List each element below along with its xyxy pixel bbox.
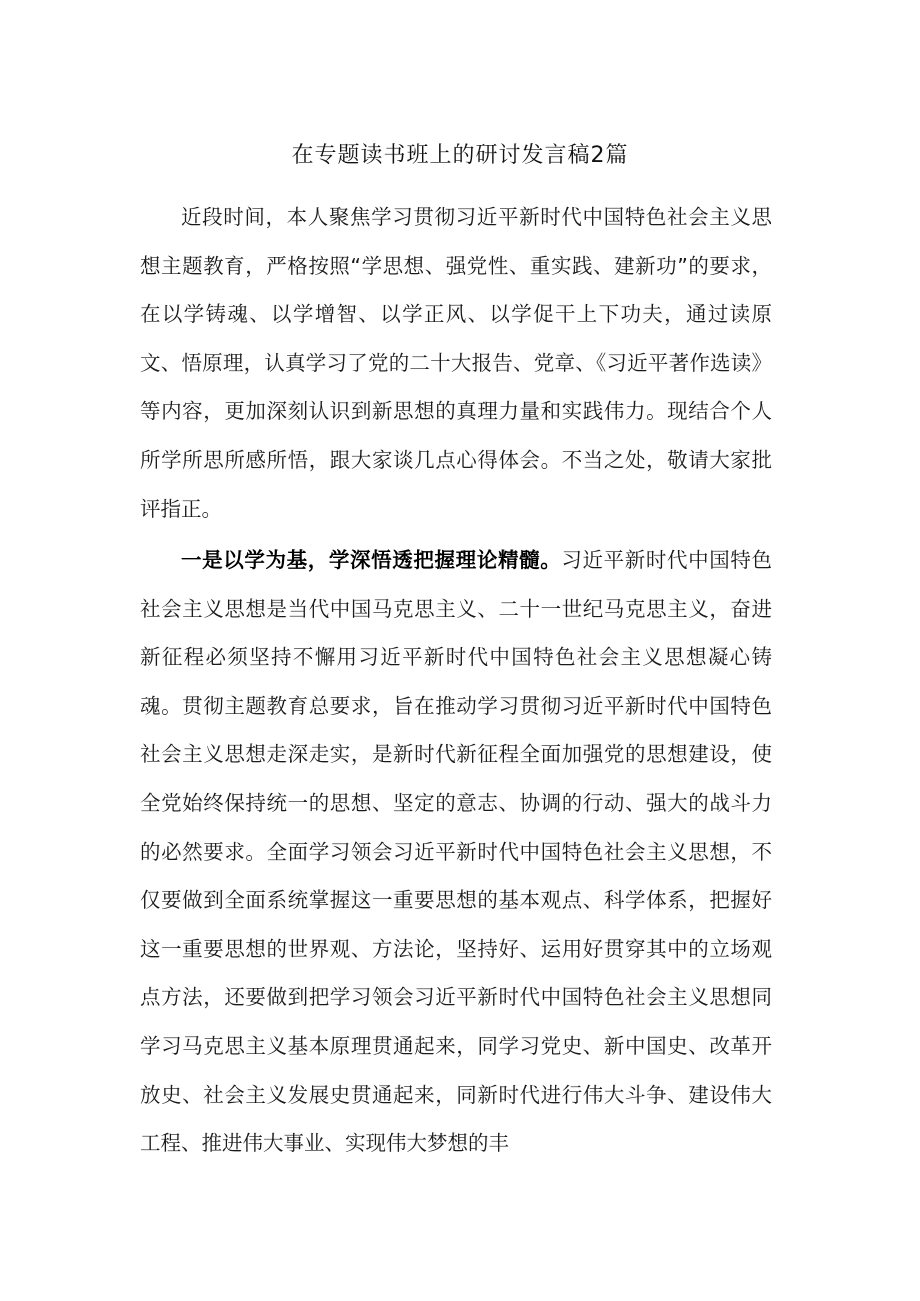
paragraph-point-one: [140, 536, 772, 1168]
paragraph-intro-text: 近段时间，本人聚焦学习贯彻习近平新时代中国特色社会主义思想主题教育，严格按照“学思想、强党性、重实践、建新功”的要求，在以学铸魂、以学增智、以学正风、以学促干上下功夫，通过读原文、悟原理，认真学习了党的二十大报告、党章、《习近平著作选读》等内容，更加深刻认识到新思想的真理力量和实践伟力。现结合个人所学所思所感所悟，跟大家谈几点心得体会。不当之处，敬请大家批评指正。: [140, 205, 772, 521]
paragraph-intro: [140, 193, 772, 533]
paragraph-point-one-text: 习近平新时代中国特色社会主义思想是当代中国马克思主义、二十一世纪马克思主义，奋进新征程必须坚持不懈用习近平新时代中国特色社会主义思想凝心铸魂。贯彻主题教育总要求，旨在推动学习贯彻习近平新时代中国特色社会主义思想走深走实，是新时代新征程全面加强党的思想建设，使全党始终保持统一的思想、坚定的意志、协调的行动、强大的战斗力的必然要求。全面学习领会习近平新时代中国特色社会主义思想，不仅要做到全面系统掌握这一重要思想的基本观点、科学体系，把握好这一重要思想的世界观、方法论，坚持好、运用好贯穿其中的立场观点方法，还要做到把学习领会习近平新时代中国特色社会主义思想同学习马克思主义基本原理贯通起来，同学习党史、新中国史、改革开放史、社会主义发展史贯通起来，同新时代进行伟大斗争、建设伟大工程、推进伟大事业、实现伟大梦想的丰: [140, 548, 773, 1156]
document-title: 在专题读书班上的研讨发言稿2篇: [291, 143, 629, 168]
paragraph-point-one-lead: 一是以学为基，学深悟透把握理论精髓。: [181, 548, 562, 572]
